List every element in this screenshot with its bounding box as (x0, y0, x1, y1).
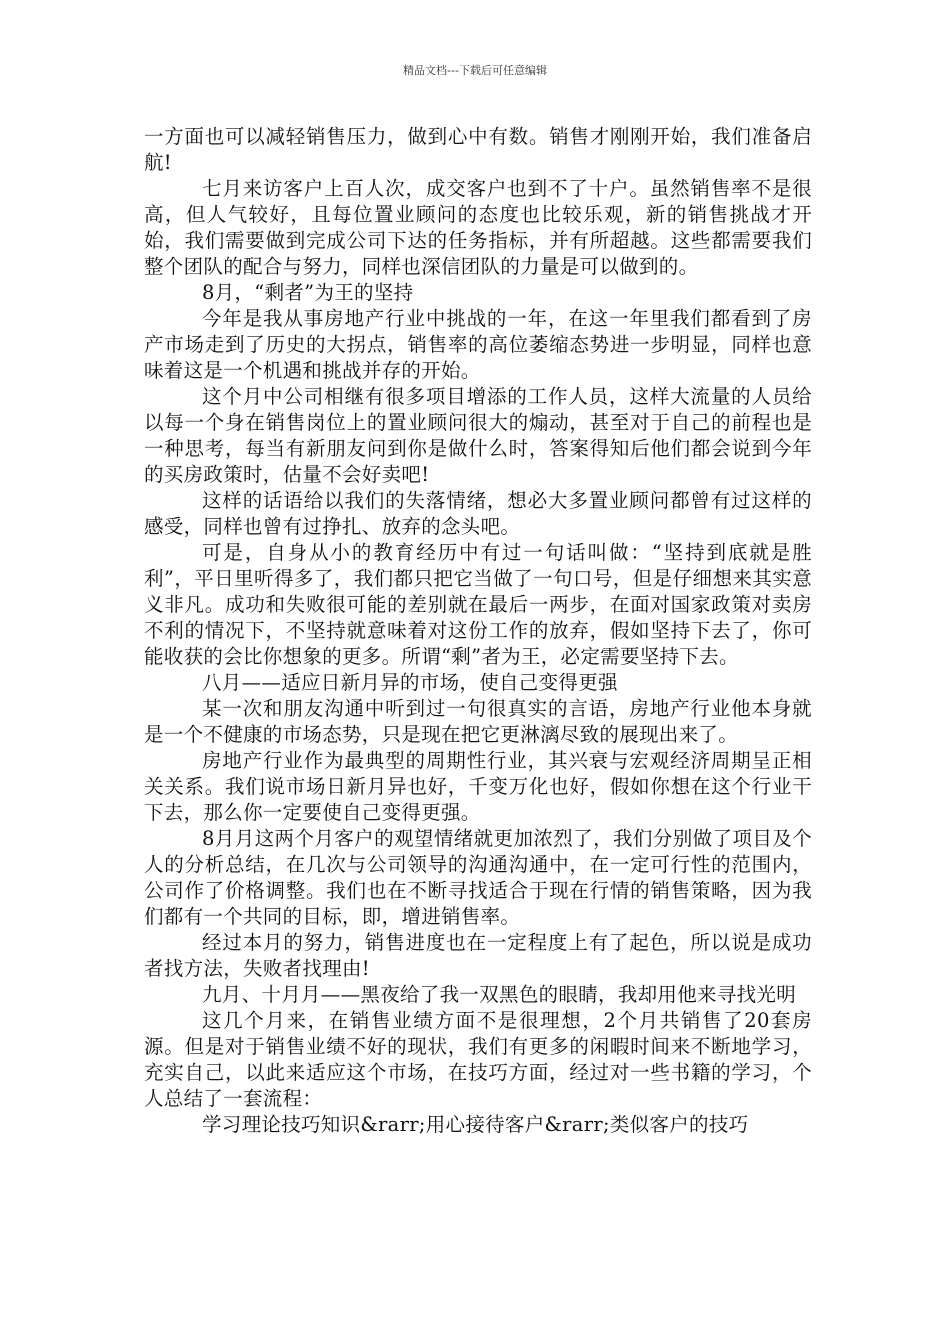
paragraph: 可是，自身从小的教育经历中有过一句话叫做：“坚持到底就是胜利”，平日里听得多了，我们都只把它当做了一句口号，但是仔细想来其实意义非凡。成功和失败很可能的差别就在最后一两步，在面对国家政策对卖房不利的情况下，不坚持就意味着对这份工作的放弃，假如坚持下去了，你可能收获的会比你想象的更多。所谓“剩”者为王，必定需要坚持下去。 (144, 541, 812, 668)
section-heading: 八月——适应日新月异的市场，使自己变得更强 (202, 671, 618, 694)
paragraph: 七月来访客户上百人次，成交客户也到不了十户。虽然销售率不是很高，但人气较好，且每位置业顾问的态度也比较乐观，新的销售挑战才开始，我们需要做到完成公司下达的任务指标，并有所超越。这些都需要我们整个团队的配合与努力，同样也深信团队的力量是可以做到的。 (144, 177, 812, 278)
paragraph: 这几个月来，在销售业绩方面不是很理想，2个月共销售了20套房源。但是对于销售业绩不好的现状，我们有更多的闲暇时间来不断地学习，充实自己，以此来适应这个市场，在技巧方面，经过对一些书籍的学习，个人总结了一套流程： (144, 1009, 812, 1110)
paragraph: 这个月中公司相继有很多项目增添的工作人员，这样大流量的人员给以每一个身在销售岗位上的置业顾问很大的煽动，甚至对于自己的前程也是一种思考，每当有新朋友问到你是做什么时，答案得知后他们都会说到今年的买房政策时，估量不会好卖吧! (144, 385, 812, 486)
paragraph: 这样的话语给以我们的失落情绪，想必大多置业顾问都曾有过这样的感受，同样也曾有过挣扎、放弃的念头吧。 (144, 489, 812, 538)
paragraph: 8月月这两个月客户的观望情绪就更加浓烈了，我们分别做了项目及个人的分析总结，在几次与公司领导的沟通沟通中，在一定可行性的范围内，公司作了价格调整。我们也在不断寻找适合于现在行情的销售策略，因为我们都有一个共同的目标，即，增进销售率。 (144, 827, 812, 928)
paragraph: 一方面也可以减轻销售压力，做到心中有数。销售才刚刚开始，我们准备启航! (144, 125, 812, 174)
paragraph: 某一次和朋友沟通中听到过一句很真实的言语，房地产行业他本身就是一个不健康的市场态势，只是现在把它更淋漓尽致的展现出来了。 (144, 697, 812, 746)
paragraph: 经过本月的努力，销售进度也在一定程度上有了起色，所以说是成功者找方法，失败者找理由! (144, 931, 812, 980)
page-header: 精品文档---下载后可任意编辑 (403, 64, 547, 77)
section-heading: 8月，“剩者”为王的坚持 (202, 281, 414, 304)
document-body (144, 124, 812, 1138)
paragraph: 房地产行业作为最典型的周期性行业，其兴衰与宏观经济周期呈正相关关系。我们说市场日新月异也好，千变万化也好，假如你想在这个行业干下去，那么你一定要使自己变得更强。 (144, 749, 812, 824)
section-heading: 九月、十月月——黑夜给了我一双黑色的眼睛，我却用他来寻找光明 (202, 983, 797, 1006)
paragraph: 今年是我从事房地产行业中挑战的一年，在这一年里我们都看到了房产市场走到了历史的大拐点，销售率的高位萎缩态势进一步明显，同样也意味着这是一个机遇和挑战并存的开始。 (144, 307, 812, 382)
paragraph: 学习理论技巧知识&rarr;用心接待客户&rarr;类似客户的技巧 (202, 1113, 749, 1136)
